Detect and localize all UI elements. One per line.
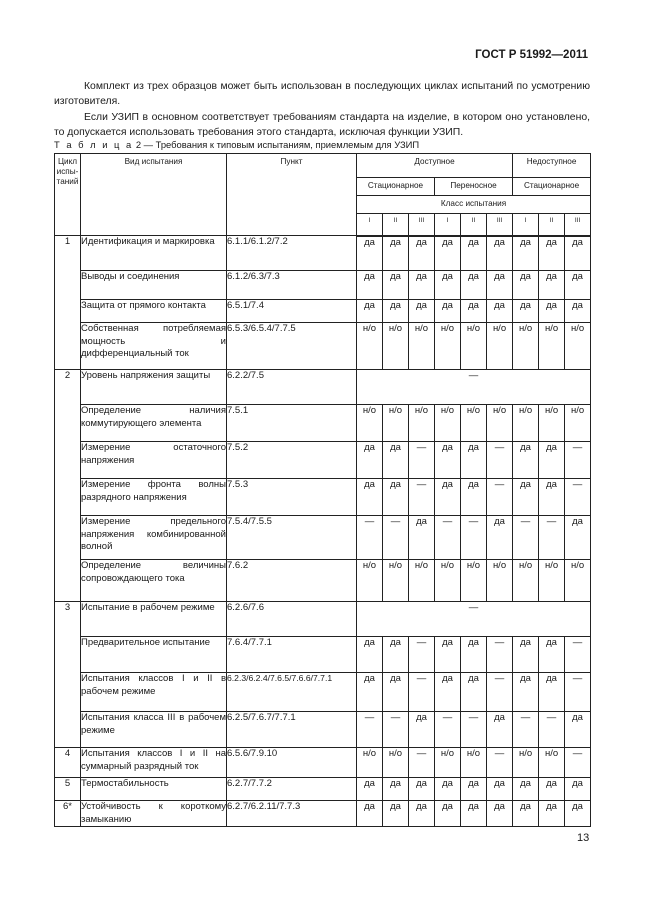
caption-prefix: Т а б л и ц а — [54, 139, 134, 150]
header-clause: Пункт — [227, 154, 357, 236]
requirement-cell: — — [565, 637, 591, 673]
table-row — [55, 778, 591, 801]
requirement-cell: н/о — [461, 560, 487, 602]
requirement-cell: да — [409, 712, 435, 748]
requirement-cell: н/о — [461, 323, 487, 370]
clause-ref: 6.2.5/7.6.7/7.7.1 — [227, 712, 357, 748]
requirement-cell: да — [461, 673, 487, 712]
test-name: Термостабильность — [81, 778, 227, 801]
requirement-cell: — — [409, 442, 435, 479]
requirement-cell: — — [539, 516, 565, 560]
requirement-cell: да — [435, 479, 461, 516]
table-row — [55, 637, 591, 673]
requirement-cell: да — [435, 637, 461, 673]
requirement-cell: н/о — [357, 748, 383, 778]
clause-ref: 7.5.4/7.5.5 — [227, 516, 357, 560]
requirement-cell: да — [435, 673, 461, 712]
table-row — [55, 442, 591, 479]
requirement-cell: н/о — [539, 323, 565, 370]
requirement-cell: н/о — [539, 405, 565, 442]
cycle-number: 5 — [55, 778, 81, 801]
test-name: Измерение остаточного напряжения — [81, 442, 227, 479]
requirement-cell: да — [435, 300, 461, 323]
requirement-cell: да — [435, 442, 461, 479]
requirement-cell: да — [513, 673, 539, 712]
requirement-cell: да — [461, 442, 487, 479]
table-row — [55, 748, 591, 778]
requirement-cell: да — [513, 801, 539, 827]
requirement-cell: да — [461, 637, 487, 673]
test-name: Испытания классов I и II на суммарный разрядный ток — [81, 748, 227, 778]
requirement-cell: да — [487, 271, 513, 300]
test-name: Испытания класса III в рабочем режиме — [81, 712, 227, 748]
requirement-cell: да — [383, 271, 409, 300]
table-row — [55, 602, 591, 637]
table-row — [55, 370, 591, 405]
requirement-cell: н/о — [461, 748, 487, 778]
requirement-cell: — — [487, 637, 513, 673]
header-class-4: I — [435, 214, 461, 236]
requirement-cell: — — [409, 637, 435, 673]
requirement-cell: — — [409, 748, 435, 778]
test-name: Испытание в рабочем режиме — [81, 602, 227, 637]
requirement-cell: — — [487, 748, 513, 778]
table-row — [55, 479, 591, 516]
requirement-cell: да — [357, 637, 383, 673]
requirement-cell: да — [357, 801, 383, 827]
requirement-cell: да — [357, 673, 383, 712]
requirement-cell: да — [409, 516, 435, 560]
requirement-cell: да — [383, 479, 409, 516]
requirement-cell: да — [487, 516, 513, 560]
requirement-cell: н/о — [357, 560, 383, 602]
requirement-cell: н/о — [435, 405, 461, 442]
requirement-cell: н/о — [409, 560, 435, 602]
requirement-cell: да — [513, 479, 539, 516]
requirement-cell: — — [513, 712, 539, 748]
clause-ref: 6.1.2/6.3/7.3 — [227, 271, 357, 300]
test-name: Идентификация и маркировка — [81, 236, 227, 271]
table-row — [55, 712, 591, 748]
test-name: Определение величины сопровождающего тока — [81, 560, 227, 602]
clause-ref: 7.6.2 — [227, 560, 357, 602]
cycle-number: 4 — [55, 748, 81, 778]
requirement-cell: н/о — [565, 560, 591, 602]
requirement-cell: да — [539, 801, 565, 827]
test-name: Защита от прямого контакта — [81, 300, 227, 323]
requirement-cell: да — [383, 236, 409, 271]
requirement-cell: — — [383, 712, 409, 748]
table-row — [55, 300, 591, 323]
requirement-cell: н/о — [487, 560, 513, 602]
header-stationary: Стационарное — [357, 178, 435, 196]
table-row — [55, 516, 591, 560]
requirement-cell: да — [357, 236, 383, 271]
clause-ref: 7.5.1 — [227, 405, 357, 442]
requirement-cell: да — [513, 271, 539, 300]
test-name: Уровень напряжения защиты — [81, 370, 227, 405]
requirement-cell: да — [539, 673, 565, 712]
requirement-cell: н/о — [513, 560, 539, 602]
not-applicable-span: — — [357, 602, 591, 637]
requirement-cell: да — [539, 442, 565, 479]
requirement-cell: да — [383, 300, 409, 323]
requirement-cell: да — [461, 271, 487, 300]
header-class-2: II — [383, 214, 409, 236]
requirement-cell: н/о — [383, 405, 409, 442]
requirement-cell: да — [565, 516, 591, 560]
requirement-cell: н/о — [435, 560, 461, 602]
clause-ref: 7.5.3 — [227, 479, 357, 516]
requirement-cell: н/о — [409, 323, 435, 370]
header-class-3: III — [409, 214, 435, 236]
cycle-number: 6* — [55, 801, 81, 827]
requirement-cell: — — [461, 516, 487, 560]
header-accessible: Доступное — [357, 154, 513, 178]
requirement-cell: да — [357, 778, 383, 801]
header-class-5: II — [461, 214, 487, 236]
requirement-cell: — — [461, 712, 487, 748]
paragraph-2: Если УЗИП в основном соответствует требованиям стандарта на изделие, в котором оно установлено, то допускается использовать требования этого стандарта, исключая функции УЗИП. — [54, 112, 590, 138]
requirement-cell: н/о — [409, 405, 435, 442]
requirement-cell: н/о — [539, 560, 565, 602]
cycle-number: 1 — [55, 236, 81, 370]
requirement-cell: — — [487, 442, 513, 479]
intro-text — [54, 79, 590, 141]
requirement-cell: — — [565, 748, 591, 778]
requirement-cell: да — [565, 300, 591, 323]
requirement-cell: н/о — [513, 405, 539, 442]
requirement-cell: н/о — [565, 405, 591, 442]
table-row — [55, 405, 591, 442]
not-applicable-span: — — [357, 370, 591, 405]
requirement-cell: н/о — [539, 748, 565, 778]
requirement-cell: — — [513, 516, 539, 560]
requirement-cell: — — [435, 712, 461, 748]
requirement-cell: да — [461, 236, 487, 271]
requirement-cell: да — [487, 236, 513, 271]
table-row — [55, 673, 591, 712]
test-name: Устойчивость к короткому замыканию — [81, 801, 226, 825]
table-row — [55, 271, 591, 300]
requirement-cell: н/о — [383, 560, 409, 602]
requirement-cell: да — [565, 712, 591, 748]
requirement-cell: — — [435, 516, 461, 560]
cycle-number: 3 — [55, 602, 81, 748]
clause-ref: 7.6.4/7.7.1 — [227, 637, 357, 673]
requirement-cell: — — [487, 479, 513, 516]
test-name: Собственная потребляемая мощность и дифференциальный ток — [81, 323, 227, 370]
table-row — [55, 236, 591, 271]
requirement-cell: да — [513, 778, 539, 801]
requirement-cell: да — [409, 778, 435, 801]
requirement-cell: да — [513, 300, 539, 323]
requirement-cell: да — [409, 236, 435, 271]
requirement-cell: н/о — [357, 405, 383, 442]
requirement-cell: — — [565, 442, 591, 479]
requirement-cell: да — [409, 271, 435, 300]
clause-ref: 6.5.3/6.5.4/7.7.5 — [227, 323, 357, 370]
requirement-cell: да — [383, 673, 409, 712]
requirement-cell: н/о — [487, 405, 513, 442]
clause-ref: 6.2.7/7.7.2 — [227, 778, 357, 801]
requirement-cell: да — [357, 300, 383, 323]
requirement-cell: н/о — [513, 323, 539, 370]
requirement-cell: да — [539, 271, 565, 300]
requirement-cell: — — [539, 712, 565, 748]
requirement-cell: — — [565, 479, 591, 516]
document-code: ГОСТ Р 51992—2011 — [475, 49, 588, 61]
requirement-cell: да — [539, 300, 565, 323]
clause-ref: 6.2.6/7.6 — [227, 602, 357, 637]
clause-ref: 6.2.3/6.2.4/7.6.5/7.6.6/7.7.1 — [227, 673, 357, 712]
clause-ref: 6.1.1/6.1.2/7.2 — [227, 236, 357, 271]
requirement-cell: да — [409, 801, 435, 827]
header-portable: Переносное — [435, 178, 513, 196]
clause-ref: 6.2.2/7.5 — [227, 370, 357, 405]
requirement-cell: — — [357, 712, 383, 748]
table-caption — [54, 139, 419, 150]
caption-text: 2 — Требования к типовым испытаниям, приемлемым для УЗИП — [135, 139, 420, 150]
page-number: 13 — [577, 832, 590, 844]
requirements-table — [54, 153, 591, 827]
requirement-cell: да — [539, 236, 565, 271]
requirement-cell: да — [383, 442, 409, 479]
requirement-cell: да — [487, 801, 513, 827]
requirement-cell: да — [435, 271, 461, 300]
requirement-cell: да — [357, 479, 383, 516]
requirement-cell: — — [383, 516, 409, 560]
requirement-cell: да — [435, 801, 461, 827]
header-class-1: I — [357, 214, 383, 236]
requirement-cell: — — [565, 673, 591, 712]
requirement-cell: н/о — [357, 323, 383, 370]
header-inaccessible: Недоступное — [513, 154, 591, 178]
requirement-cell: — — [487, 673, 513, 712]
requirement-cell: да — [565, 801, 591, 827]
test-name: Выводы и соединения — [81, 271, 227, 300]
clause-ref: 7.5.2 — [227, 442, 357, 479]
requirement-cell: н/о — [565, 323, 591, 370]
test-name: Предварительное испытание — [81, 637, 227, 673]
clause-ref: 6.2.7/6.2.11/7.7.3 — [227, 801, 357, 827]
header-class-7: I — [513, 214, 539, 236]
requirement-cell: н/о — [461, 405, 487, 442]
header-class-9: III — [565, 214, 591, 236]
requirement-cell: да — [461, 778, 487, 801]
requirement-cell: да — [513, 442, 539, 479]
requirement-cell: да — [513, 637, 539, 673]
requirement-cell: да — [461, 801, 487, 827]
requirement-cell: н/о — [383, 323, 409, 370]
requirement-cell: н/о — [487, 323, 513, 370]
header-test-class: Класс испытания — [357, 196, 591, 214]
header-cycle: Цикл испы-таний — [55, 154, 81, 236]
cycle-number: 2 — [55, 370, 81, 602]
header-test-type: Вид испытания — [81, 154, 227, 236]
requirement-cell: н/о — [383, 748, 409, 778]
header-class-6: III — [487, 214, 513, 236]
requirement-cell: да — [565, 236, 591, 271]
test-name: Измерение предельного напряжения комбинированной волной — [81, 516, 227, 560]
requirement-cell: да — [357, 271, 383, 300]
requirement-cell: — — [357, 516, 383, 560]
paragraph-1: Комплект из трех образцов может быть использован в последующих циклах испытаний по усмотрению изготовителя. — [54, 81, 590, 107]
requirement-cell: да — [487, 300, 513, 323]
requirement-cell: да — [383, 778, 409, 801]
requirement-cell: да — [539, 637, 565, 673]
requirement-cell: да — [565, 271, 591, 300]
clause-ref: 6.5.6/7.9.10 — [227, 748, 357, 778]
requirement-cell: — — [409, 479, 435, 516]
requirement-cell: да — [487, 778, 513, 801]
requirement-cell: да — [539, 778, 565, 801]
requirement-cell: да — [539, 479, 565, 516]
requirement-cell: да — [435, 778, 461, 801]
requirement-cell: да — [383, 801, 409, 827]
header-class-8: II — [539, 214, 565, 236]
requirement-cell: да — [435, 236, 461, 271]
requirement-cell: да — [383, 637, 409, 673]
requirement-cell: н/о — [513, 748, 539, 778]
requirement-cell: да — [513, 236, 539, 271]
test-name: Определение наличия коммутирующего элемента — [81, 405, 227, 442]
requirement-cell: н/о — [435, 748, 461, 778]
clause-ref: 6.5.1/7.4 — [227, 300, 357, 323]
header-stationary-inaccessible: Стационарное — [513, 178, 591, 196]
requirement-cell: да — [461, 300, 487, 323]
table-row — [55, 801, 591, 827]
table-row — [55, 560, 591, 602]
requirement-cell: да — [409, 300, 435, 323]
test-name: Испытания классов I и II в рабочем режиме — [81, 673, 227, 712]
table-row — [55, 323, 591, 370]
requirement-cell: да — [565, 778, 591, 801]
requirement-cell: да — [461, 479, 487, 516]
test-name: Измерение фронта волны разрядного напряжения — [81, 479, 227, 516]
requirement-cell: н/о — [435, 323, 461, 370]
requirement-cell: да — [357, 442, 383, 479]
requirement-cell: да — [487, 712, 513, 748]
requirement-cell: — — [409, 673, 435, 712]
